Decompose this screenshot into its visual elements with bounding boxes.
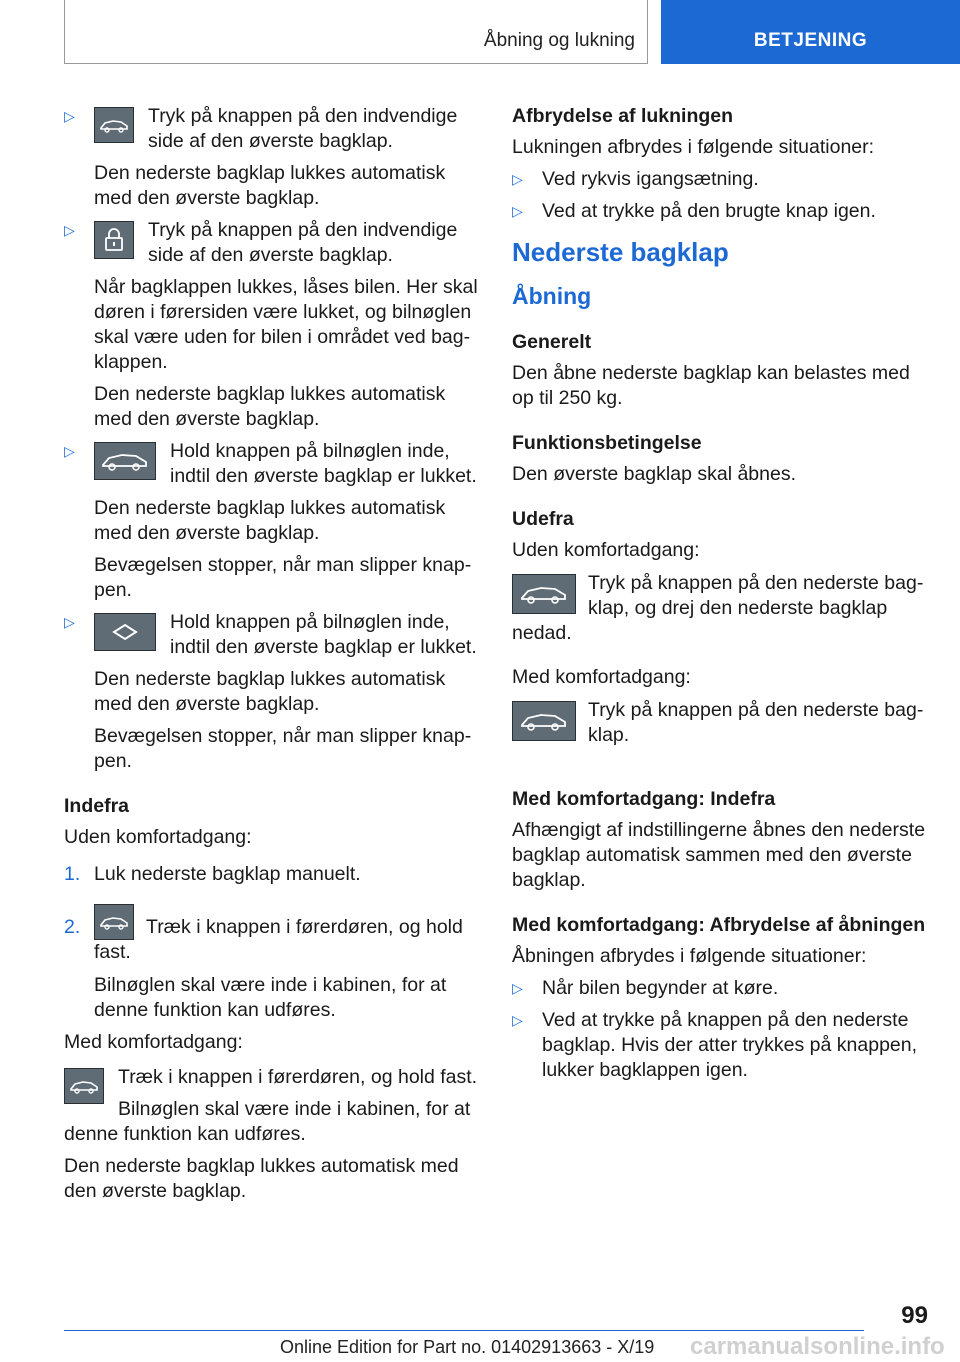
paragraph: Uden komfortadgang: xyxy=(512,539,700,561)
subheading: Generelt xyxy=(512,331,592,353)
list-item xyxy=(64,439,482,489)
bullet-arrow: ▷ xyxy=(64,443,75,459)
bullet-arrow: ▷ xyxy=(512,171,523,187)
chapter-title: BETJENING xyxy=(753,30,868,51)
car-key-tailgate-icon xyxy=(94,442,156,480)
paragraph: Den åbne nederste bagklap kan belastes med op til 250 kg. xyxy=(512,362,910,409)
paragraph: Den nederste bagklap lukkes automatisk med den øverste bagklap. xyxy=(94,497,446,544)
paragraph: Med komfortadgang: xyxy=(64,1031,243,1053)
list-item xyxy=(64,610,482,660)
step-text: Træk i knappen i førerdøren, og hold fast. xyxy=(94,916,463,963)
icon-paragraph xyxy=(512,698,932,755)
paragraph: Bilnøglen skal være inde i kabinen, for at denne funktion kan udføres. xyxy=(94,974,447,1021)
key-diamond-icon xyxy=(94,613,156,651)
paragraph: Den nederste bagklap lukkes automatisk med den øverste bagklap. xyxy=(64,1155,459,1202)
icon-paragraph xyxy=(64,1065,482,1154)
right-column xyxy=(512,104,932,1090)
bullet-text: Ved at trykke på den brugte knap igen. xyxy=(542,200,876,222)
bullet-arrow: ▷ xyxy=(512,980,523,996)
bullet-text: Tryk på knappen på den indvendige side af den øverste bagklap. xyxy=(148,105,458,152)
bullet-arrow: ▷ xyxy=(64,222,75,238)
list-item xyxy=(512,167,932,192)
bullet-text: Ved rykvis igangsætning. xyxy=(542,168,759,190)
car-tailgate-icon xyxy=(512,701,576,741)
list-item xyxy=(512,1008,932,1083)
paragraph: Den nederste bagklap lukkes automatisk med den øverste bagklap. xyxy=(94,383,446,430)
numbered-step xyxy=(64,901,482,965)
paragraph: Med komfortadgang: xyxy=(512,666,691,688)
bullet-text: Når bilen begynder at køre. xyxy=(542,977,779,999)
bullet-text: Ved at trykke på knappen på den nederste bagklap. Hvis der atter trykkes på knappen, lukker bagklappen igen. xyxy=(542,1009,918,1081)
bullet-arrow: ▷ xyxy=(64,108,75,124)
subheading: Med komfortadgang: Indefra xyxy=(512,788,776,810)
section-heading: Nederste bagklap xyxy=(512,237,729,267)
bullet-arrow: ▷ xyxy=(512,1012,523,1028)
subheading: Indefra xyxy=(64,795,130,817)
paragraph: Åbningen afbrydes i følgende situationer: xyxy=(512,945,867,967)
paragraph: Tryk på knappen på den nederste bagklap. xyxy=(588,699,924,746)
subheading: Udefra xyxy=(512,508,574,530)
paragraph: Tryk på knappen på den nederste bagklap, og drej den nederste bagklap nedad. xyxy=(512,572,924,644)
icon-paragraph xyxy=(512,571,932,653)
lock-icon xyxy=(94,221,134,259)
bullet-arrow: ▷ xyxy=(64,614,75,630)
page-number: 99 xyxy=(901,1302,928,1329)
subsection-heading: Åbning xyxy=(512,283,592,309)
bullet-arrow: ▷ xyxy=(512,203,523,219)
section-title: Åbning og lukning xyxy=(483,30,635,51)
left-column xyxy=(64,104,482,1211)
list-item xyxy=(64,104,482,154)
paragraph: Den nederste bagklap lukkes automatisk med den øverste bagklap. xyxy=(94,668,446,715)
footer-edition: Online Edition for Part no. 01402913663 - X/19 xyxy=(280,1337,655,1357)
paragraph: Når bagklappen lukkes, låses bilen. Her skal døren i førersiden være lukket, og bilnøglen skal være uden for bilen i området ved bagklappen. xyxy=(94,276,478,373)
step-number: 1. xyxy=(64,863,81,885)
car-tailgate-icon xyxy=(94,107,134,143)
header-section-box xyxy=(64,0,648,64)
paragraph: Træk i knappen i førerdøren, og hold fast. xyxy=(118,1066,478,1088)
car-tailgate-icon xyxy=(94,904,134,940)
paragraph: Uden komfortadgang: xyxy=(64,826,252,848)
watermark: carmanualsonline.info xyxy=(690,1333,945,1360)
subheading: Funktionsbetingelse xyxy=(512,432,702,454)
footer-divider xyxy=(64,1330,864,1331)
step-number: 2. xyxy=(64,916,81,938)
list-item xyxy=(64,218,482,268)
numbered-step xyxy=(64,862,482,887)
subheading: Afbrydelse af lukningen xyxy=(512,105,734,127)
subheading: Med komfortadgang: Afbrydelse af åbningen xyxy=(512,914,926,936)
paragraph: Den øverste bagklap skal åbnes. xyxy=(512,463,796,485)
paragraph: Bilnøglen skal være inde i kabinen, for at denne funktion kan udføres. xyxy=(64,1098,471,1145)
paragraph: Afhængigt af indstillingerne åbnes den nederste bagklap automatisk sammen med den øverste bagklap. xyxy=(512,819,926,891)
paragraph: Den nederste bagklap lukkes automatisk med den øverste bagklap. xyxy=(94,162,446,209)
list-item xyxy=(512,199,932,224)
bullet-text: Tryk på knappen på den indvendige side af den øverste bagklap. xyxy=(148,219,458,266)
bullet-text: Hold knappen på bilnøglen inde, indtil den øverste bagklap er lukket. xyxy=(170,440,477,487)
paragraph: Lukningen afbrydes i følgende situationer: xyxy=(512,136,875,158)
header-chapter-box xyxy=(661,0,960,64)
car-tailgate-icon xyxy=(64,1068,104,1104)
list-item xyxy=(512,976,932,1001)
paragraph: Bevægelsen stopper, når man slipper knappen. xyxy=(94,554,472,601)
step-text: Luk nederste bagklap manuelt. xyxy=(94,863,361,885)
car-tailgate-icon xyxy=(512,574,576,614)
paragraph: Bevægelsen stopper, når man slipper knappen. xyxy=(94,725,472,772)
bullet-text: Hold knappen på bilnøglen inde, indtil den øverste bagklap er lukket. xyxy=(170,611,477,658)
